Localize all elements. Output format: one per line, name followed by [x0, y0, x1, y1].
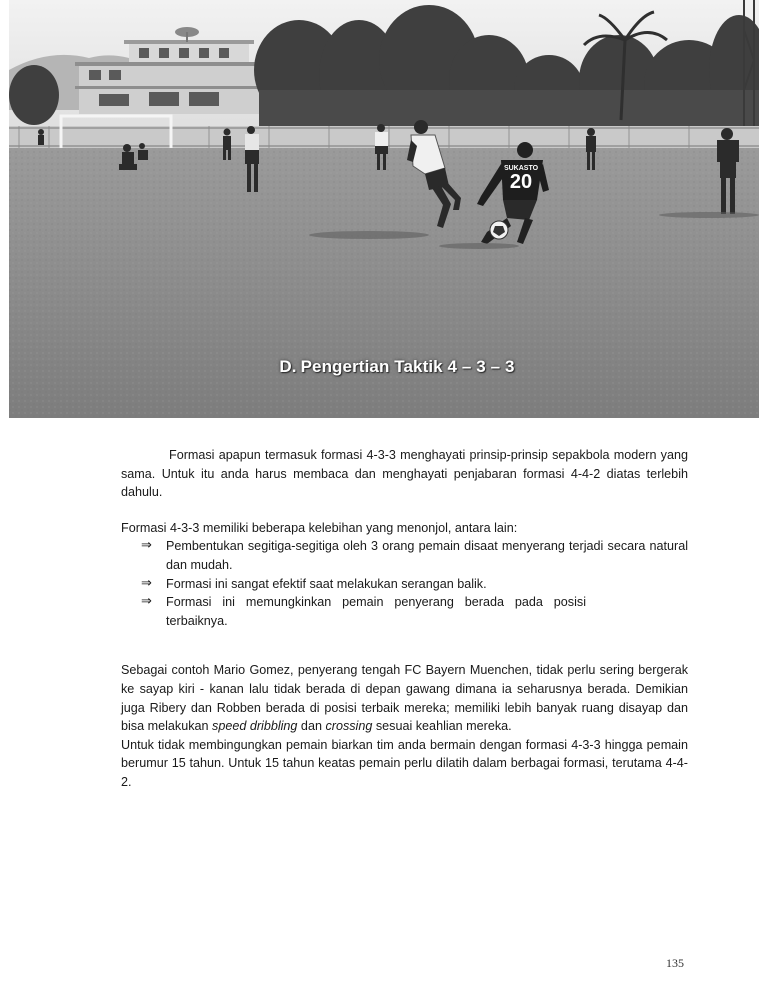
double-right-arrow-icon: ⇒ [141, 538, 152, 554]
list-item: ⇒ Formasi ini memungkinkan pemain penyerang berada pada posisi terbaiknya. [141, 594, 586, 628]
closing-paragraph: Untuk tidak membingungkan pemain biarkan tim anda bermain dengan formasi 4-3-3 hingga pemain berumur 15 tahun. Untuk 15 tahun keatas pemain perlu dilatih dalam berbagai formasi, terutama 4-4-2. [121, 737, 688, 789]
advantages-list [121, 537, 688, 630]
section-title [9, 352, 759, 382]
page-number: 135 [666, 956, 684, 970]
header-photo [9, 0, 759, 418]
list-item: ⇒ Pembentukan segitiga-segitiga oleh 3 orang pemain disaat menyerang terjadi secara natural dan mudah. [141, 538, 688, 572]
advantages-lead: Formasi 4-3-3 memiliki beberapa kelebihan yang menonjol, antara lain: [121, 520, 518, 535]
double-right-arrow-icon: ⇒ [141, 575, 152, 591]
double-right-arrow-icon: ⇒ [141, 594, 152, 610]
body-text [121, 446, 688, 792]
jersey-number: 20 [509, 171, 533, 193]
example-paragraph: Sebagai contoh Mario Gomez, penyerang tengah FC Bayern Muenchen, tidak perlu sering bergerak ke sayap kiri - kanan lalu tidak berada di depan gawang dimana ia seharusnya berada. Demikian juga Ribery dan Robben berada di posisi terbaik mereka; memiliki lebih banyak ruang disayap dan bisa melakukan speed dribbling dan crossing sesuai keahlian mereka. [121, 663, 688, 734]
jersey-name: SUKASTO [503, 165, 539, 172]
football [490, 221, 508, 239]
section-letter: D. [279, 357, 297, 376]
section-title-text: Pengertian Taktik 4 – 3 – 3 [300, 357, 515, 376]
list-item: ⇒ Formasi ini sangat efektif saat melakukan serangan balik. [121, 575, 688, 594]
intro-paragraph: Formasi apapun termasuk formasi 4-3-3 menghayati prinsip-prinsip sepakbola modern yang sama. Untuk itu anda harus membaca dan menghayati penjabaran formasi 4-4-2 diatas terlebih dahulu. [121, 448, 688, 500]
